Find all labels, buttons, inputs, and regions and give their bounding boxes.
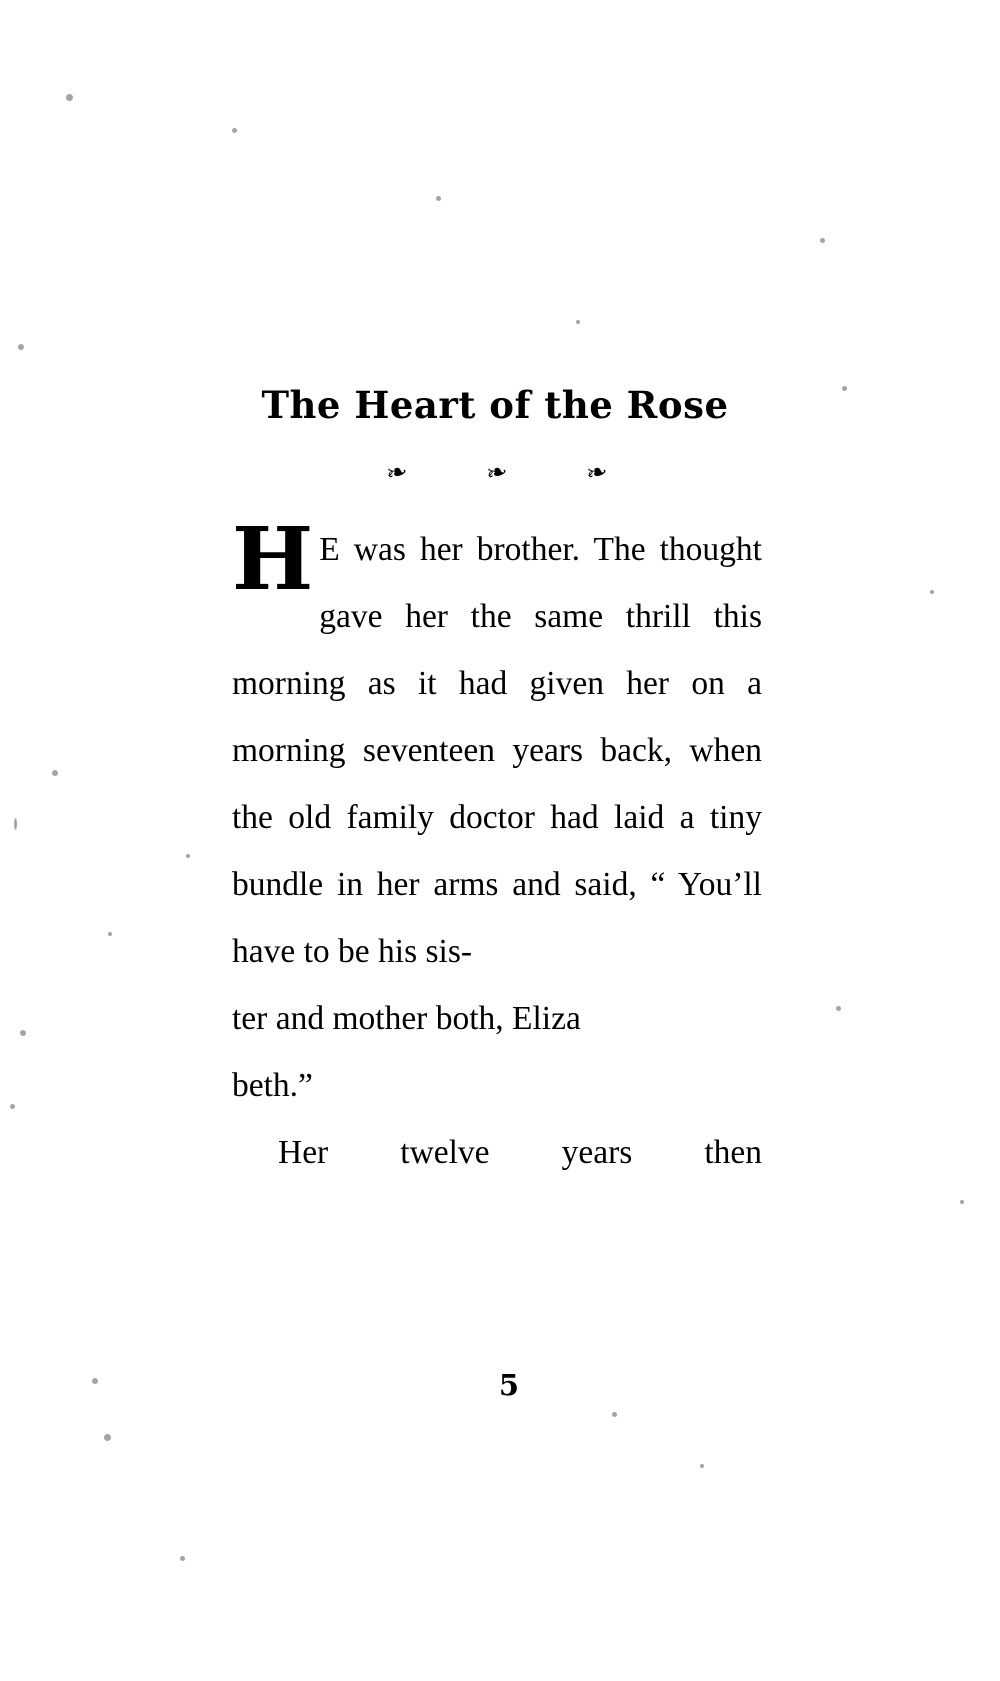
paper-speck — [108, 932, 112, 936]
ornament-divider — [232, 457, 762, 489]
fleuron-icon: ❧ — [383, 457, 411, 489]
paper-speck — [104, 1434, 111, 1441]
paper-speck — [930, 590, 934, 594]
paragraph-one-continued — [232, 985, 762, 1119]
fleuron-icon: ❧ — [583, 457, 611, 489]
paper-speck — [18, 344, 24, 350]
paper-speck — [20, 1030, 26, 1036]
paper-speck — [612, 1412, 617, 1417]
paragraph-one-line-end: beth.” — [232, 1066, 313, 1104]
paper-speck — [842, 386, 847, 391]
text-column — [232, 385, 762, 1253]
paper-speck — [836, 1006, 841, 1011]
paragraph-two: Her twelve years then — [278, 1133, 762, 1171]
paragraph-one — [232, 508, 762, 985]
fleuron-icon: ❧ — [483, 457, 511, 489]
paragraph-one-text: E was her brother. The thought gave her the same thrill this morning as it had given her on a morning seventeen years back, when the old family doctor had laid a tiny bundle in her arms and said, “ You’ll have to be his sis- — [232, 530, 762, 970]
paper-speck — [66, 94, 73, 101]
paper-speck — [960, 1200, 964, 1204]
paper-speck — [232, 128, 237, 133]
paper-speck — [700, 1464, 704, 1468]
paper-speck — [186, 854, 190, 858]
paper-speck — [10, 1104, 15, 1109]
chapter-title: The Heart of the Rose — [261, 383, 729, 427]
paper-speck — [52, 770, 58, 776]
paper-speck — [436, 196, 441, 201]
paper-speck — [14, 818, 17, 830]
page-number-value: 5 — [498, 1368, 520, 1402]
paper-speck — [576, 320, 580, 324]
paper-speck — [820, 238, 825, 243]
paragraph-one-line-cont: ter and mother both, Eliza — [232, 999, 581, 1037]
drop-cap: H — [232, 508, 312, 610]
paper-speck — [180, 1556, 185, 1561]
page-number — [0, 1368, 1000, 1402]
